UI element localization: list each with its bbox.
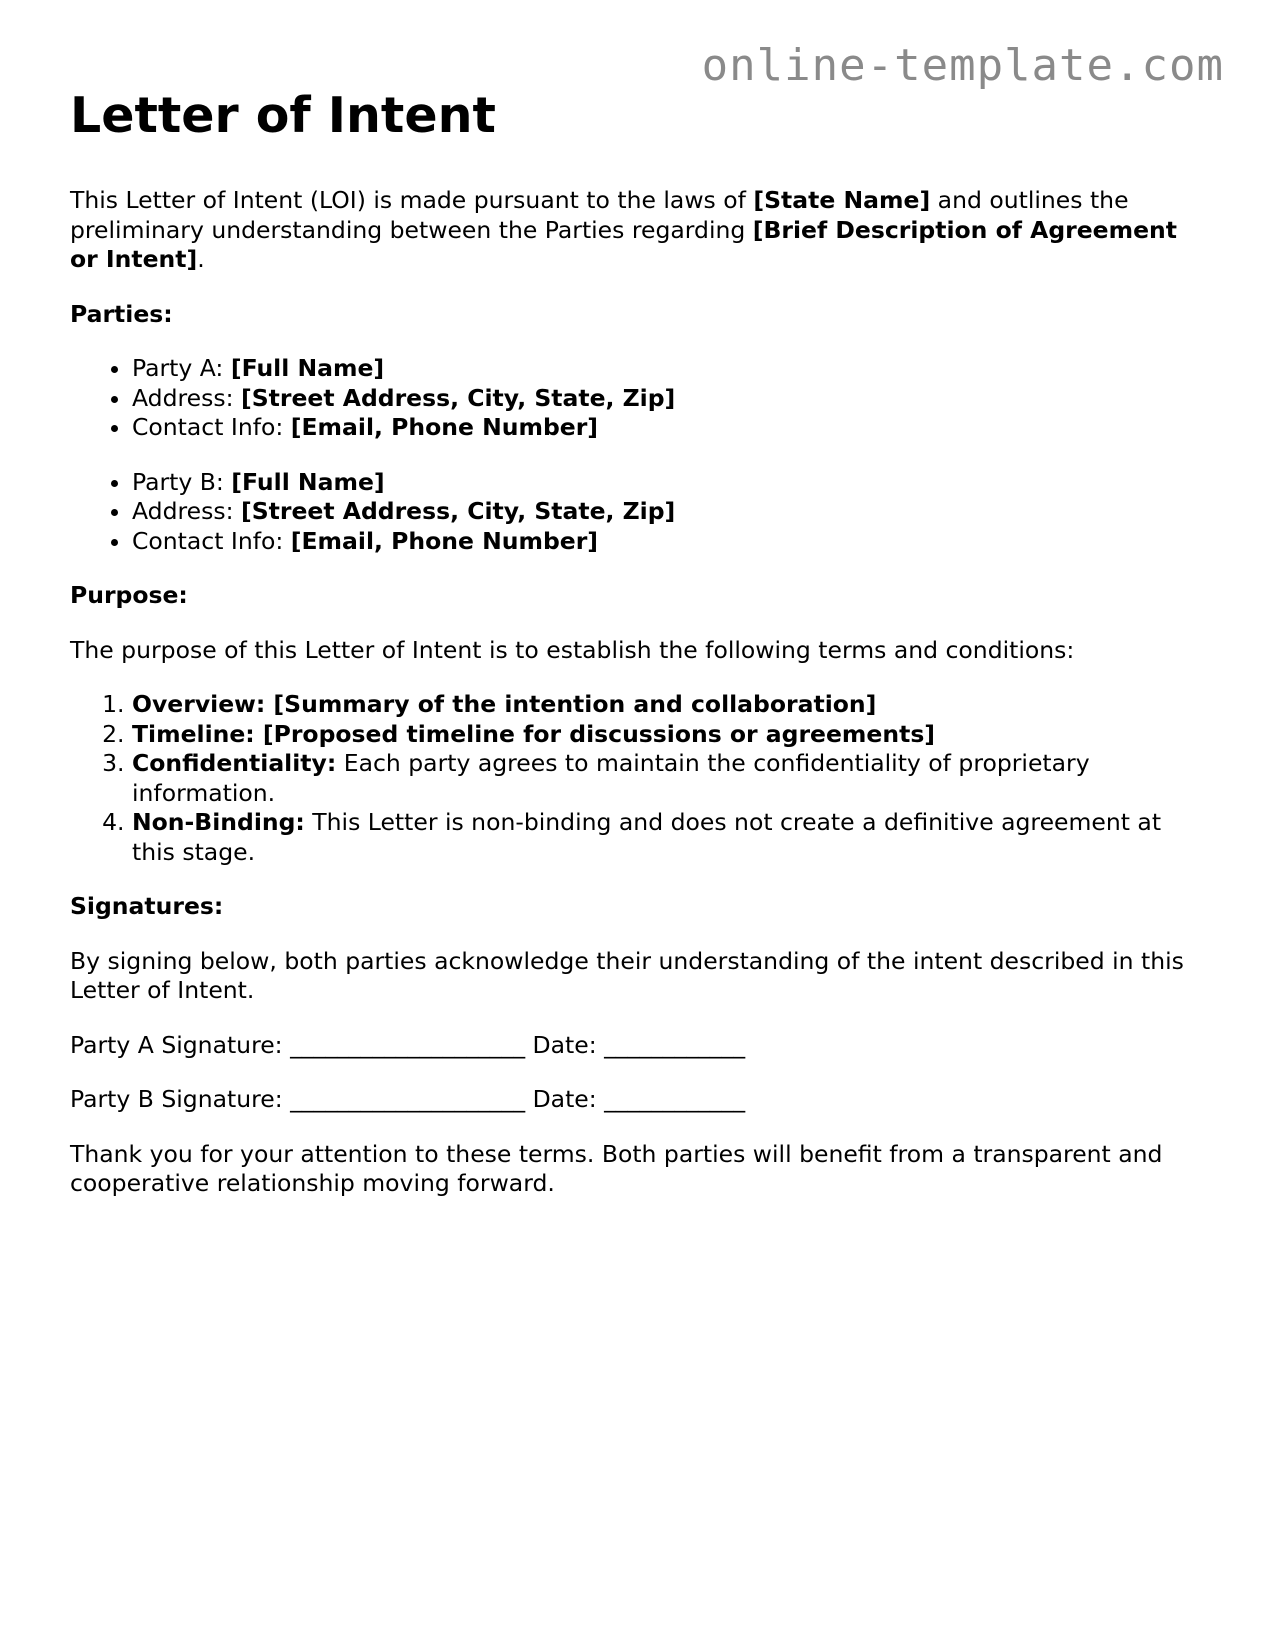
term-overview-bold: Overview: [Summary of the intention and collaboration] [132, 690, 877, 718]
term-nonbinding-text: This Letter is non-binding and does not create a definitive agreement at this stage. [132, 808, 1162, 866]
party-b-address-value: [Street Address, City, State, Zip] [240, 497, 676, 525]
party-a-address-value: [Street Address, City, State, Zip] [240, 383, 676, 412]
term-nonbinding-bold: Non-Binding: [132, 808, 305, 836]
term-confidentiality-bold: Confidentiality: [132, 749, 337, 777]
signatures-intro: By signing below, both parties acknowledge their understanding of the intent described in this Letter of Intent. [70, 946, 1184, 1004]
parties-heading: Parties: [70, 299, 173, 328]
intro-text-1: This Letter of Intent (LOI) is made pursuant to the laws of [70, 186, 754, 214]
party-a-signature-line: Party A Signature: ____________________ Date: ____________ [70, 1030, 746, 1059]
party-b-name-label: Party B: [132, 467, 232, 496]
party-b-name-value: [Full Name] [231, 467, 385, 496]
party-b-contact-value: [Email, Phone Number] [290, 526, 599, 555]
state-name-placeholder: [State Name] [753, 186, 931, 214]
signatures-heading: Signatures: [70, 892, 224, 920]
list-item [132, 749, 1200, 808]
list-item [132, 468, 1200, 498]
list-item [132, 527, 1200, 557]
term-confidentiality-text: Each party agrees to maintain the confidentiality of proprietary information. [132, 749, 1090, 807]
party-a-contact-value: [Email, Phone Number] [290, 413, 599, 441]
document-body [70, 86, 1200, 1224]
purpose-intro: The purpose of this Letter of Intent is to establish the following terms and conditions: [70, 635, 1075, 664]
party-b-address-label: Address: [132, 497, 241, 525]
list-item [132, 384, 1200, 414]
document-title: Letter of Intent [70, 87, 496, 144]
watermark: online-template.com [701, 40, 1224, 91]
intro-text-3: . [197, 245, 205, 273]
agreement-description-placeholder: [Brief Description of Agreement or Intent] [70, 215, 1177, 273]
party-b-signature-line: Party B Signature: ____________________ Date: ____________ [70, 1085, 746, 1113]
purpose-heading: Purpose: [70, 581, 188, 609]
intro-paragraph [70, 186, 1200, 275]
party-a-contact-label: Contact Info: [132, 413, 291, 441]
purpose-terms-list [70, 690, 1200, 867]
intro-text-2: and outlines the preliminary understanding between the Parties regarding [70, 186, 1129, 244]
party-b-contact-label: Contact Info: [132, 526, 291, 555]
closing-paragraph: Thank you for your attention to these terms. Both parties will benefit from a transparent and cooperative relationship moving forward. [70, 1139, 1163, 1197]
term-timeline-bold: Timeline: [Proposed timeline for discussions or agreements] [132, 719, 936, 748]
list-item [132, 808, 1200, 867]
party-a-list [70, 354, 1200, 443]
list-item [132, 720, 1200, 750]
list-item [132, 497, 1200, 527]
party-a-address-label: Address: [132, 383, 241, 412]
list-item [132, 690, 1200, 720]
party-a-name-label: Party A: [132, 354, 231, 382]
party-b-list [70, 468, 1200, 557]
party-a-name-value: [Full Name] [230, 354, 385, 382]
list-item [132, 413, 1200, 443]
list-item [132, 354, 1200, 384]
